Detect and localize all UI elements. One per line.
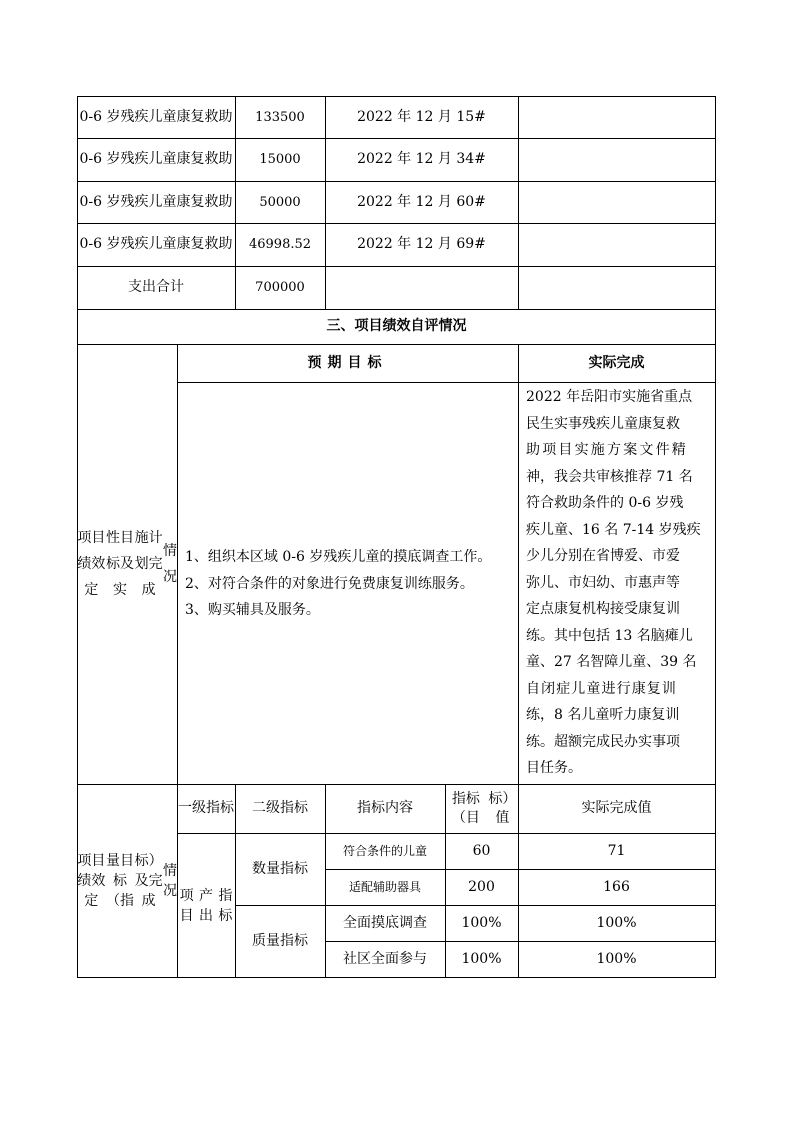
total-amount: 700000: [255, 280, 305, 295]
quantitative-label-line: 量目标（指: [106, 853, 134, 909]
total-label: 支出合计: [128, 279, 184, 295]
level1-indicator-value: [177, 833, 235, 978]
qualitative-label-line: 施计划完成: [134, 530, 163, 598]
actual-line: 疾儿童、16 名 7-14 岁残疾: [526, 521, 701, 538]
section-title: 三、项目绩效自评情况: [326, 318, 467, 334]
performance-table: [77, 96, 716, 978]
header-line: 指标: [206, 800, 234, 816]
header-line: 指标（目: [451, 790, 480, 826]
expense-note: [518, 223, 715, 266]
target-value-header: [445, 784, 518, 833]
level2-indicator-header: 二级指标: [252, 800, 308, 816]
quality-indicator-label: 质量指标: [252, 933, 308, 949]
actual-line: 练。其中包括 13 名脑瘫儿: [526, 627, 693, 644]
table-border-right: [715, 96, 716, 978]
expense-item-line1: 0-6 岁残疾儿童康复: [79, 236, 205, 252]
actual-line: 符合救助条件的 0-6 岁残: [526, 495, 684, 511]
quantitative-label-line: 标）及完成: [134, 853, 163, 909]
expense-amount: 133500: [255, 110, 305, 125]
actual-line: 弥儿、市妇幼、市惠声等: [526, 574, 680, 591]
quantity-indicator-label: 数量指标: [252, 860, 308, 877]
target-value: 200: [468, 878, 495, 895]
expense-item-line2: 救助: [204, 236, 233, 252]
indicator-content: 符合条件的儿童: [342, 843, 427, 858]
expected-goal-item: 1、组织本区域 0-6 岁残疾儿童的摸底调查工作。: [185, 549, 492, 565]
actual-line: 2022 年岳阳市实施省重点: [526, 389, 693, 405]
actual-completion-header: 实际完成: [588, 354, 645, 371]
indicator-content: 全面摸底调查: [343, 914, 427, 931]
target-value: 60: [472, 842, 491, 859]
header-line: 标）值: [488, 790, 517, 826]
actual-line: 助项目实施方案文件精: [526, 442, 688, 458]
actual-line: 自闭症儿童进行康复训: [526, 680, 677, 697]
actual-value: 71: [607, 842, 626, 859]
expense-item-line2: 救助: [204, 151, 233, 167]
actual-value: 100%: [596, 914, 637, 931]
expected-goal-header: 预期目标: [307, 354, 388, 371]
actual-line: 民生实事残疾儿童康复救: [526, 415, 680, 432]
expense-item-line1: 0-6 岁残疾儿童康复: [79, 109, 205, 125]
expense-voucher: 2022 年 12 月 69#: [357, 236, 486, 252]
expense-note: [518, 138, 715, 181]
col-divider: [518, 344, 519, 784]
indicator-content: 适配辅助器具: [348, 879, 421, 894]
actual-line: 目任务。: [526, 760, 582, 776]
expense-amount: 15000: [259, 152, 301, 167]
expected-goal-item: 2、对符合条件的对象进行免费康复训练服务。: [185, 575, 474, 592]
quantitative-label-line: 项目绩效定: [77, 853, 106, 909]
qualitative-row-label: [77, 344, 177, 784]
expense-voucher: 2022 年 12 月 34#: [357, 151, 486, 167]
expense-item-cell: [77, 223, 235, 266]
row-divider: [177, 382, 716, 383]
target-value: 100%: [461, 950, 502, 967]
expense-voucher: 2022 年 12 月 15#: [357, 109, 486, 125]
level1-line: 产出: [198, 887, 213, 924]
expense-item-cell: [77, 96, 235, 139]
expense-item-line1: 0-6 岁残疾儿童康复: [79, 194, 205, 210]
level1-line: 指标: [218, 887, 233, 924]
actual-value: 166: [603, 878, 630, 895]
level1-indicator-header: [177, 784, 235, 833]
qualitative-label-line: 情况: [163, 543, 178, 585]
expense-item-line2: 救助: [204, 194, 233, 210]
expense-item-line2: 救助: [204, 109, 233, 125]
expense-amount: 50000: [259, 195, 301, 210]
actual-line: 童、27 名智障儿童、39 名: [526, 654, 697, 670]
qualitative-label-line: 项目绩效定: [77, 530, 106, 598]
expense-note: [518, 96, 715, 139]
actual-line: 定点康复机构接受康复训: [526, 601, 680, 617]
expense-voucher: 2022 年 12 月 60#: [357, 194, 486, 210]
target-value: 100%: [461, 914, 502, 931]
indicator-content: 社区全面参与: [343, 950, 427, 967]
actual-line: 练。超额完成民办实事项: [526, 733, 680, 750]
expense-item-cell: [77, 181, 235, 224]
header-line: 一级: [178, 800, 206, 816]
expense-note: [518, 181, 715, 224]
expense-amount: 46998.52: [248, 237, 312, 252]
expected-goal-list: [185, 544, 515, 624]
expense-item-line1: 0-6 岁残疾儿童康复: [79, 151, 205, 167]
expected-goal-item: 3、购买辅具及服务。: [185, 602, 320, 618]
quantitative-row-label: [77, 784, 177, 978]
level1-line: 项目: [179, 887, 194, 924]
actual-line: 神，我会共审核推荐 71 名: [526, 468, 693, 485]
quantitative-label-line: 情况: [163, 863, 178, 899]
actual-completion-text: [526, 384, 712, 782]
qualitative-label-line: 性目标及实: [106, 530, 134, 598]
actual-value: 100%: [596, 950, 637, 967]
actual-line: 少儿分别在省博爱、市爱: [526, 548, 680, 564]
indicator-content-header: 指标内容: [357, 800, 413, 816]
actual-line: 练，8 名儿童听力康复训: [526, 707, 680, 723]
expense-item-cell: [77, 138, 235, 181]
actual-value-header: 实际完成值: [581, 800, 652, 816]
